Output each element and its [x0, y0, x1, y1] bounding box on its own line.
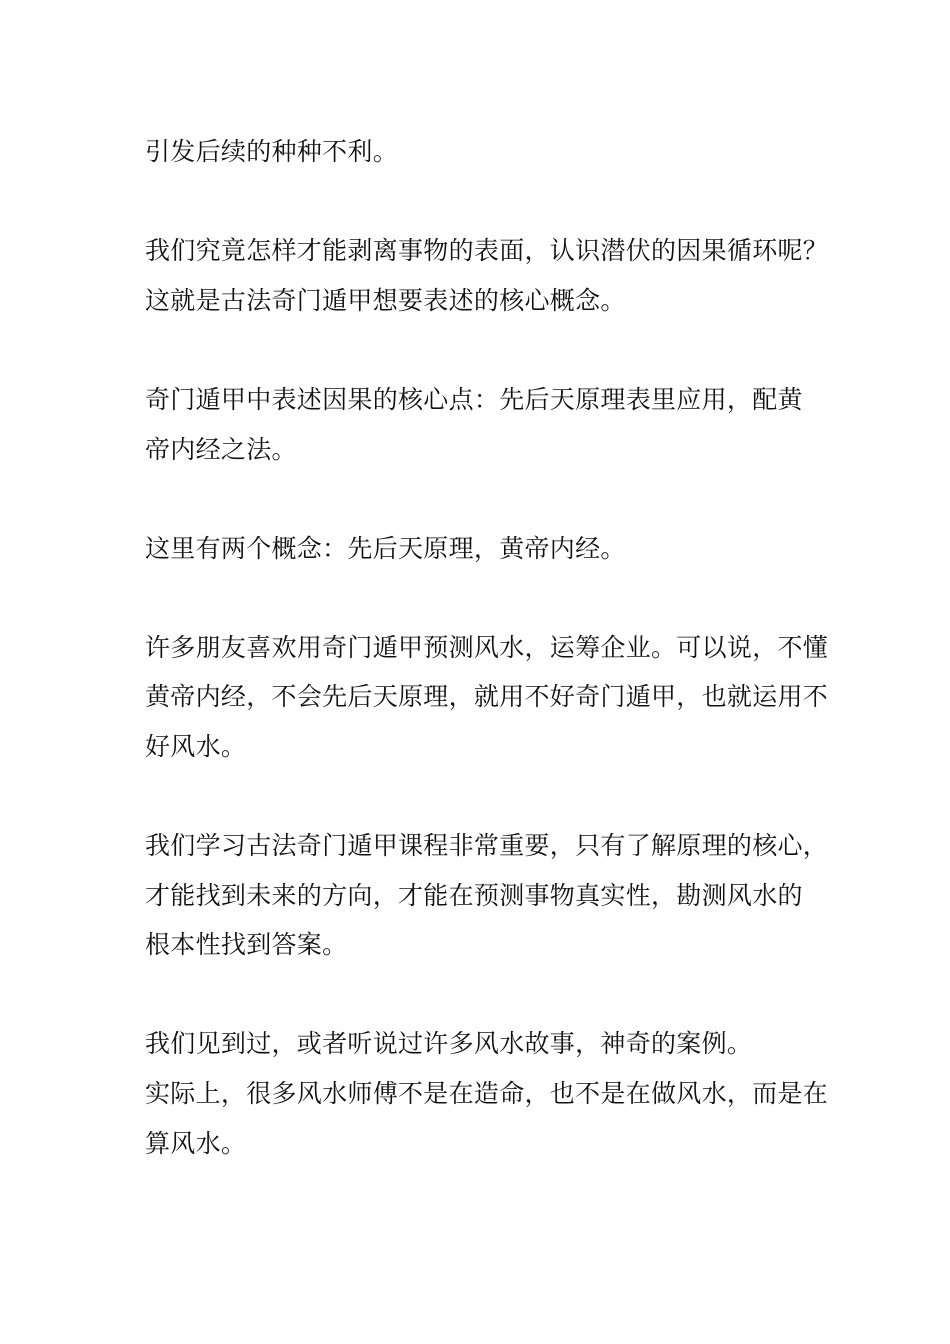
text-line: 我们见到过，或者听说过许多风水故事，神奇的案例。	[145, 1029, 753, 1058]
text-line: 帝内经之法。	[145, 435, 297, 464]
text-line: 算风水。	[145, 1129, 247, 1158]
text-line: 我们究竟怎样才能剥离事物的表面，认识潜伏的因果循环呢？	[145, 236, 829, 265]
text-line: 引发后续的种种不利。	[145, 137, 399, 166]
text-line: 这里有两个概念：先后天原理，黄帝内经。	[145, 534, 626, 563]
text-line: 许多朋友喜欢用奇门遁甲预测风水，运筹企业。可以说，不懂	[145, 633, 829, 662]
text-line: 这就是古法奇门遁甲想要表述的核心概念。	[145, 286, 626, 315]
text-line: 才能找到未来的方向，才能在预测事物真实性，勘测风水的	[145, 881, 803, 910]
text-line: 奇门遁甲中表述因果的核心点：先后天原理表里应用，配黄	[145, 385, 803, 414]
text-line: 好风水。	[145, 732, 247, 761]
text-line: 实际上，很多风水师傅不是在造命，也不是在做风水，而是在	[145, 1079, 829, 1108]
text-line: 我们学习古法奇门遁甲课程非常重要，只有了解原理的核心，	[145, 831, 829, 860]
text-line: 根本性找到答案。	[145, 930, 348, 959]
text-line: 黄帝内经，不会先后天原理，就用不好奇门遁甲，也就运用不	[145, 682, 829, 711]
